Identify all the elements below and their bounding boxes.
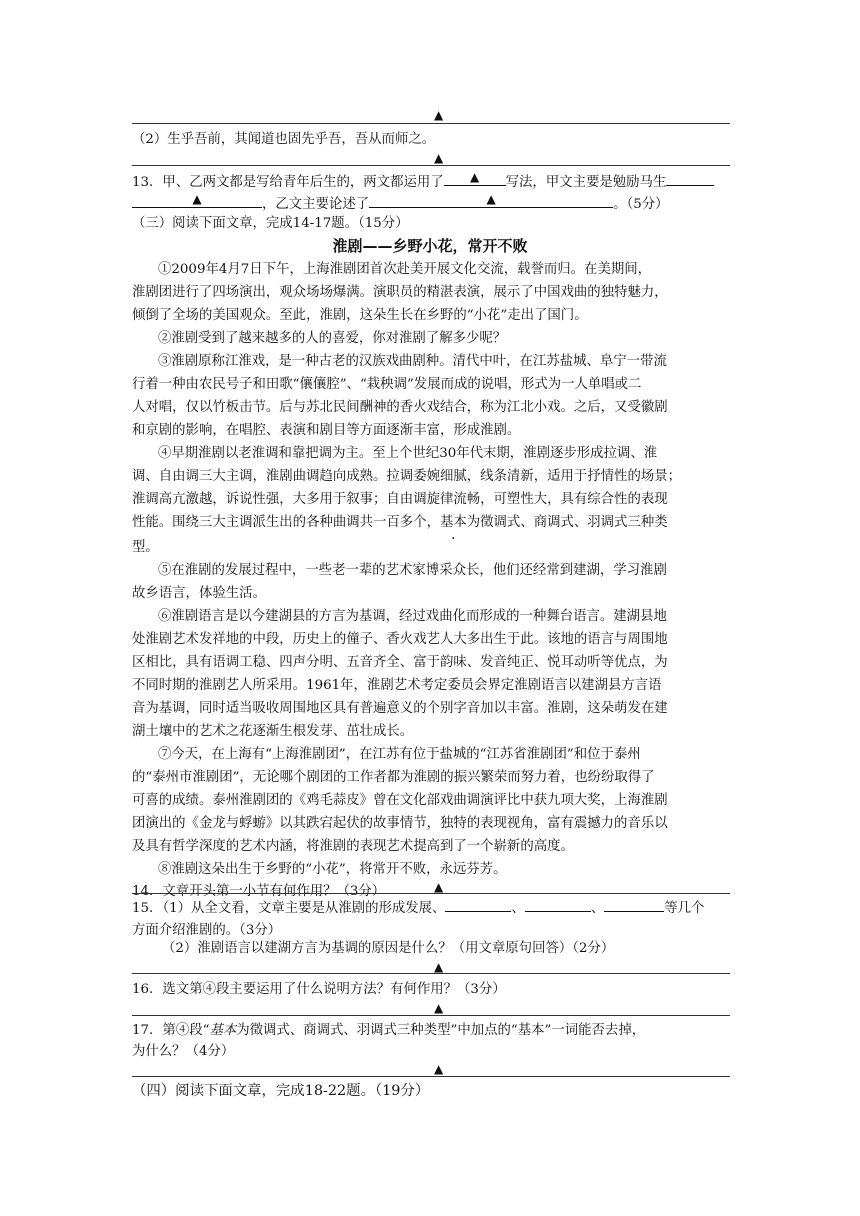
dotted-keyword: 基本: [439, 515, 467, 530]
question-15-2: （2）淮剧语言以建湖方言为基调的原因是什么？（用文章原句回答）（2分）: [162, 941, 615, 956]
article-paragraph-3: ③淮剧原称江淮戏，是一种古老的汉族戏曲剧种。清代中叶，在江苏盐城、阜宁一带流: [158, 354, 667, 369]
article-paragraph-8: ⑧淮剧这朵出生于乡野的“小花”，将常开不败，永远芬芳。: [158, 862, 507, 877]
article-paragraph-3: 人对唱，仅以竹板击节。后与苏北民间酬神的香火戏结合，称为江北小戏。之后，又受徽剧: [132, 400, 668, 415]
answer-rule: [132, 123, 730, 124]
article-paragraph-4: 型。: [132, 540, 159, 555]
dotted-keyword: 基本: [209, 1023, 237, 1038]
article-paragraph-4: 性能。围绕三大主调派生出的各种曲调共一百多个，基本为徵调式、商调式、羽调式三种类: [132, 515, 668, 530]
article-paragraph-4: 调、自由调三大主调，淮剧曲调趋向成熟。拉调委婉细腻，线条清新，适用于抒情性的场景；: [132, 469, 682, 484]
article-paragraph-6: 处淮剧艺术发祥地的中段，历史上的僮子、香火戏艺人大多出生于此。该地的语言与周围地: [132, 632, 668, 647]
question-15-1-cont: 方面介绍淮剧的。（3分）: [132, 923, 282, 938]
answer-rule: [132, 165, 730, 166]
article-paragraph-1: 淮剧团进行了四场演出，观众场场爆满。演职员的精湛表演，展示了中国戏曲的独特魅力，: [132, 285, 668, 300]
article-paragraph-6: 区相比，具有语调工稳、四声分明、五音齐全、富于韵味、发音纯正、悦耳动听等优点，为: [132, 655, 668, 670]
article-paragraph-7: 团演出的《金龙与蜉蝣》以其跌宕起伏的故事情节，独特的表现视角，富有震撼力的音乐以: [132, 816, 668, 831]
answer-triangle: ▲: [434, 1001, 444, 1015]
question-13-cont: ▲ ，乙文主要论述了 ▲ 。（5分）: [132, 192, 730, 216]
question-12-2: （2）生乎吾前，其闻道也固先乎吾，吾从而师之。: [132, 132, 436, 147]
question-13: 13．甲、乙两文都是写给青年后生的，两文都运用了 ▲ 写法，甲文主要是勉励马生: [132, 170, 730, 194]
article-paragraph-2: ②淮剧受到了越来越多的人的喜爱，你对淮剧了解多少呢？: [158, 331, 507, 346]
article-paragraph-6: ⑥淮剧语言是以今建湖县的方言为基调，经过戏曲化而形成的一种舞台语言。建湖县地: [158, 609, 667, 624]
article-paragraph-6: 湖土壤中的艺术之花逐渐生根发芽、茁壮成长。: [132, 724, 414, 739]
question-17: 17．第④段“基本为徵调式、商调式、羽调式三种类型”中加点的“基本”一词能否去掉，: [132, 1023, 646, 1038]
answer-blank[interactable]: [445, 896, 511, 912]
question-14: 14．文章开头第一小节有何作用？（3分）: [132, 884, 386, 899]
article-paragraph-6: 音为基调，同时适当吸收周围地区具有普遍意义的个别字音加以丰富。淮剧，这朵萌发在建: [132, 701, 668, 716]
answer-triangle: ▲: [434, 151, 444, 165]
article-paragraph-7: ⑦今天，在上海有“上海淮剧团”，在江苏有位于盐城的“江苏省淮剧团”和位于泰州: [158, 747, 641, 762]
article-paragraph-7: 及具有哲学深度的艺术内涵，将淮剧的表现艺术提高到了一个崭新的高度。: [132, 839, 574, 854]
answer-rule: [132, 1015, 730, 1016]
answer-rule: [132, 1076, 730, 1077]
article-paragraph-3: 行着一种由农民号子和田歌“儴儴腔”、“栽秧调”发展而成的说唱，形式为一人单唱或二: [132, 377, 642, 392]
answer-triangle: ▲: [434, 880, 444, 894]
article-paragraph-4: 淮调高亢激越，诉说性强，大多用于叙事；自由调旋律流畅，可塑性大，具有综合性的表现: [132, 492, 668, 507]
question-15-1: 15．（1）从全文看，文章主要是从淮剧的形成发展、 、 、 等几个: [132, 896, 730, 920]
article-paragraph-5: ⑤在淮剧的发展过程中，一些老一辈的艺术家博采众长，他们还经常到建湖，学习淮剧: [158, 563, 667, 578]
question-16: 16．选文第④段主要运用了什么说明方法？有何作用？（3分）: [132, 982, 506, 997]
question-17-cont: 为什么？（4分）: [132, 1044, 235, 1059]
answer-blank[interactable]: ▲: [369, 192, 613, 208]
section-3-heading: （三）阅读下面文章，完成14-17题。（15分）: [132, 216, 409, 231]
article-paragraph-5: 故乡语言，体验生活。: [132, 586, 266, 601]
article-title: 淮剧——乡野小花，常开不败: [332, 237, 528, 255]
article-paragraph-7: 的“泰州市淮剧团”，无论哪个剧团的工作者都为淮剧的振兴繁荣而努力着，也纷纷取得了: [132, 770, 655, 785]
answer-blank[interactable]: [604, 896, 664, 912]
answer-blank[interactable]: [666, 170, 714, 186]
answer-blank[interactable]: ▲: [444, 170, 506, 186]
article-paragraph-4: ④早期淮剧以老淮调和靠把调为主。至上个世纪30年代末期，淮剧逐步形成拉调、淮: [158, 446, 658, 461]
article-paragraph-6: 不同时期的淮剧艺人所采用。1961年，淮剧艺术考定委员会界定淮剧语言以建湖县方言语: [132, 678, 662, 693]
article-paragraph-1: ①2009年4月7日下午，上海淮剧团首次赴美开展文化交流，载誉而归。在美期间，: [158, 262, 652, 277]
article-paragraph-7: 可喜的成绩。泰州淮剧团的《鸡毛蒜皮》曾在文化部戏曲调演评比中获九项大奖，上海淮剧: [132, 793, 668, 808]
article-paragraph-1: 倾倒了全场的美国观众。至此，淮剧，这朵生长在乡野的“小花”走出了国门。: [132, 308, 588, 323]
section-4-heading: （四）阅读下面文章，完成18-22题。（19分）: [132, 1083, 430, 1099]
article-paragraph-3: 和京剧的影响，在唱腔、表演和剧目等方面逐渐丰富，形成淮剧。: [132, 423, 521, 438]
answer-blank[interactable]: ▲: [132, 192, 262, 208]
answer-rule: [132, 893, 730, 894]
answer-triangle: ▲: [434, 1062, 444, 1076]
answer-blank[interactable]: [525, 896, 591, 912]
answer-triangle: ▲: [434, 960, 444, 974]
answer-rule: [132, 973, 730, 974]
answer-triangle: ▲: [434, 108, 444, 122]
